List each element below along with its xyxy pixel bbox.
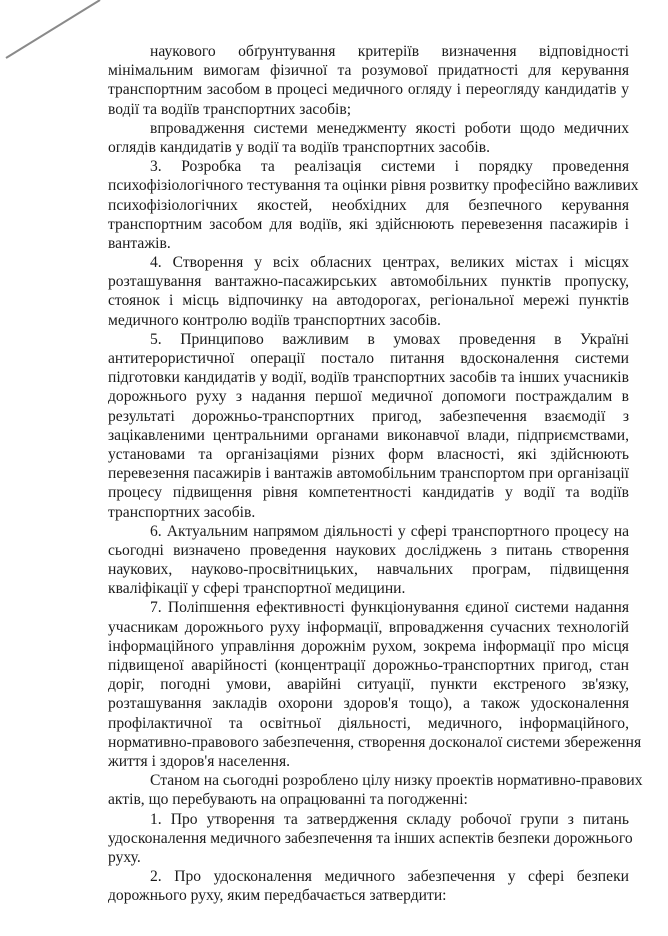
text-line: оглядів кандидатів у водії та водіїв транспортних засобів. <box>108 138 490 156</box>
paragraph <box>108 157 639 253</box>
text-line: удосконалення медичного забезпечення та інших аспектів безпеки дорожнього <box>108 829 633 847</box>
text-line: наукових, науково-просвітницьких, навчальних програм, підвищення <box>108 561 629 579</box>
paragraph <box>108 253 629 330</box>
text-line: наукового обґрунтування критеріїв визначення відповідності <box>150 43 629 60</box>
text-line: 3. Розробка та реалізація системи і порядку проведення <box>150 158 629 176</box>
text-line: актів, що перебувають на опрацюванні та погодженні: <box>108 791 468 809</box>
text-line: нормативно-правового забезпечення, створення досконалої системи збереження <box>108 733 642 751</box>
text-line: дорожнього руху, яким передбачається затвердити: <box>108 887 447 905</box>
paragraph <box>108 810 633 868</box>
text-line: 4. Створення у всіх обласних центрах, великих містах і місцях <box>150 254 629 272</box>
text-line: учасникам дорожнього руху інформації, впровадження сучасних технологій <box>108 618 629 636</box>
text-line: транспортним засобом в процесі медичного огляду і переогляду кандидатів у <box>108 81 629 99</box>
paragraph <box>108 598 642 771</box>
text-line: сьогодні визначено проведення наукових досліджень з питань створення <box>108 541 629 559</box>
text-line: 7. Поліпшення ефективності функціонування єдиної системи надання <box>150 599 629 617</box>
text-line: 5. Принципово важливим в умовах проведення в Україні <box>150 330 629 348</box>
text-line: установами та організаціями різних форм власності, які здійснюють <box>108 445 629 463</box>
text-line: транспортних засобів. <box>108 503 256 521</box>
text-line: доріг, погодні умови, аварійні ситуації, пункти екстреного зв'язку, <box>108 676 629 694</box>
text-line: водії та водіїв транспортних засобів; <box>108 100 352 118</box>
text-line: зацікавленими центральними органами виконавчої влади, підприємствами, <box>108 426 629 444</box>
paragraph <box>108 119 629 157</box>
paragraph <box>108 42 629 119</box>
text-line: впровадження системи менеджменту якості роботи щодо медичних <box>150 119 629 137</box>
text-line: підготовки кандидатів у водії, водіїв транспортних засобів та інших учасників <box>108 369 629 387</box>
text-line: психофізіологічних якостей, необхідних для безпечного керування <box>108 196 629 214</box>
text-line: кваліфікації у сфері транспортної медицини. <box>108 580 406 598</box>
text-line: мінімальним вимогам фізичної та розумової придатності для керування <box>108 62 629 80</box>
text-line: вантажів. <box>108 234 171 252</box>
text-line: руху. <box>108 848 141 866</box>
paragraph <box>108 522 629 599</box>
text-line: розташування вантажно-пасажирських автомобільних пунктів пропуску, <box>108 273 629 291</box>
text-line: 1. Про утворення та затвердження складу робочої групи з питань <box>150 810 629 828</box>
text-line: медичного контролю водіїв транспортних засобів. <box>108 311 441 329</box>
text-line: 2. Про удосконалення медичного забезпечення у сфері безпеки <box>150 868 629 886</box>
text-line: транспортним засобом для водіїв, які здійснюють перевезення пасажирів і <box>108 215 629 233</box>
text-line: антитерористичної операції постало питання вдосконалення системи <box>108 350 629 367</box>
text-line: 6. Актуальним напрямом діяльності у сфері транспортного процесу на <box>150 522 629 540</box>
text-line: результаті дорожньо-транспортних пригод, забезпечення взаємодії з <box>108 407 629 425</box>
text-line: інформаційного управління дорожнім рухом, зокрема інформації про місця <box>108 637 629 655</box>
text-line: підвищеної аварійності (концентрації дорожньо-транспортних пригод, стан <box>108 657 629 674</box>
text-line: дорожнього руху з надання першої медичної допомоги постраждалим в <box>108 388 629 406</box>
text-line: психофізіологічного тестування та оцінки рівня розвитку професійно важливих <box>108 177 639 195</box>
paragraph <box>108 867 629 905</box>
text-line: Станом на сьогодні розроблено цілу низку проектів нормативно-правових <box>150 772 643 790</box>
text-line: розташування закладів охорони здоров'я тощо), а також удосконалення <box>108 695 629 713</box>
text-line: профілактичної та освітньої діяльності, медичного, інформаційного, <box>108 714 629 732</box>
document-page <box>108 42 643 905</box>
text-line: перевезення пасажирів і вантажів автомобільним транспортом при організації <box>108 465 629 483</box>
paragraph <box>108 330 629 522</box>
text-line: стоянок і місць відпочинку на автодорогах, регіональної мережі пунктів <box>108 292 629 310</box>
paragraph <box>108 771 643 809</box>
text-line: процесу підвищення рівня компетентності кандидатів у водії та водіїв <box>108 484 629 502</box>
text-line: життя і здоров'я населення. <box>108 752 291 770</box>
